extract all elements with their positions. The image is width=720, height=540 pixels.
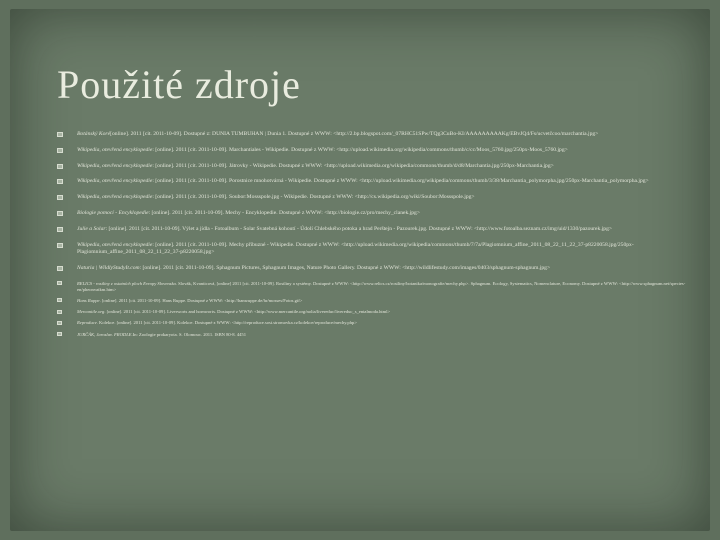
reference-item bbox=[57, 320, 697, 326]
reference-text bbox=[77, 320, 697, 326]
reference-details: : [online]. 2011 [cit. 2011-10-09]. Výlet a jídla - Fotoalbum - Solar Svatebná kohoutí - Údolí Chlebského potoka a hrad Perštejn - Pazourek.jpg. Dostupné z WWW: <http://www.fotoalba.seznam.cz/img/uid/1330/pazourek.jpg> bbox=[105, 225, 613, 232]
bullet-icon bbox=[57, 281, 62, 285]
reference-details: : [online]. 2011 [cit. 2011-10-09]. Soubor:Mossspole.jpg - Wikipedie. Dostupné z WWW: <http://cs.wikipedia.org/wiki/Soubor:Mossspole.jpg> bbox=[152, 194, 475, 201]
reference-source: Reproduce bbox=[77, 320, 97, 326]
reference-text bbox=[77, 298, 697, 304]
reference-text bbox=[77, 163, 697, 170]
reference-item bbox=[57, 332, 697, 338]
reference-source: JURČÁK, Jaroslav. FRODLE. bbox=[77, 331, 133, 337]
reference-details: : [online]. 2011 [cit. 2011-10-09]. Mechy - Encyklopedie. Dostupné z WWW: <http://biologie.cz/pro/mechy_clanek.jpg> bbox=[148, 209, 420, 216]
reference-details: : [online]. 2011 [cit. 2011-10-09]. Játrovky - Wikipedie. Dostupné z WWW: <http://upload.wikimedia.org/wikipedia/commons/thumb/d/d8/Marchantia.jpg/250px-Marchantia.jpg> bbox=[152, 162, 554, 169]
reference-item bbox=[57, 194, 697, 201]
reference-item bbox=[57, 281, 697, 293]
reference-details: : [online]. 2011 [cit. 2011-10-09]. Mechy příbuzné - Wikipedie. Dostupné z WWW: <http://upload.wikimedia.org/wikipedia/commons/thumb/7/7a/Plagiomnium_affine_2011_08_22_11_22_37-p8220058.jpg/250px-Plagiomnium_affine_2011_08_22_11_22_37-p8220058.jpg> bbox=[77, 241, 634, 255]
reference-item bbox=[57, 298, 697, 304]
reference-item bbox=[57, 147, 697, 154]
reference-item bbox=[57, 265, 697, 272]
reference-source: Hans Ruppe bbox=[77, 297, 100, 303]
reference-text bbox=[77, 332, 697, 338]
bullet-icon bbox=[57, 132, 63, 137]
reference-text bbox=[77, 281, 697, 293]
bullet-icon bbox=[57, 211, 63, 216]
reference-item bbox=[57, 178, 697, 185]
reference-details: : [online]. 2011 [cit. 2011-10-09]. Marchantiales - Wikipedie. Dostupné z WWW: <http://upload.wikimedia.org/wikipedia/commons/thumb/c/cc/Moos_5760.jpg/250px-Moos_5760.jpg> bbox=[152, 146, 568, 153]
reference-source: Wikipedia, otevřená encyklopedie bbox=[77, 162, 153, 169]
bullet-icon bbox=[57, 179, 63, 184]
reference-source: Wikipedia, otevřená encyklopedie bbox=[77, 146, 153, 153]
bullet-icon bbox=[57, 164, 63, 169]
reference-details: . Slovák, Kvanticová, [online] 2011 [cit. 2011-10-09]. Rostliny a systémy. Dostupné z WWW: <http://www.relics.cz/rostliny/botanika/monografie/mechy.php>. Sphagnum. Ecology, Systematics, Nomenclature, Economy. Dostupné z WWW: <http://www.sphagnum.net/species-en/pheonvatkm.htm> bbox=[77, 280, 686, 292]
reference-source: RELICS - rostliny z ostatních ploch Evropy Slovenska bbox=[77, 280, 176, 286]
bullet-icon bbox=[57, 310, 62, 314]
reference-text bbox=[77, 194, 697, 201]
reference-source: Julie a Solar bbox=[77, 225, 106, 232]
slide bbox=[10, 9, 710, 531]
reference-details: . [online]. 2011 [cit. 2011-10-09]. Hans Ruppe. Dostupné z WWW: <http://hansruppe.de/hr/mosses/Fotos.gif> bbox=[99, 297, 303, 303]
reference-text bbox=[77, 147, 697, 154]
reference-item bbox=[57, 131, 697, 138]
bullet-icon bbox=[57, 243, 63, 248]
reference-source: Wikipedia, otevřená encyklopedie bbox=[77, 194, 153, 201]
bullet-icon bbox=[57, 298, 62, 302]
reference-source: Biologie pomocí - Encyklopedie bbox=[77, 209, 149, 216]
reference-source: Wikipedia, otevřená encyklopedie bbox=[77, 241, 153, 248]
reference-source: Botánský Koré bbox=[77, 131, 111, 137]
reference-item bbox=[57, 163, 697, 170]
reference-item bbox=[57, 210, 697, 217]
slide-title: Použité zdroje bbox=[57, 62, 301, 107]
reference-source: Wikipedia, otevřená encyklopedie bbox=[77, 178, 153, 185]
reference-details: : [online]. 2011 [cit. 2011-10-09]. Porostnice mnohotvárná - Wikipedie. Dostupné z WWW: <http://upload.wikimedia.org/wikipedia/commons/thumb/3/38/Marchantia_polymorpha.jpg/250px-Marchantia_polymorpha.jpg> bbox=[152, 178, 649, 185]
bullet-icon bbox=[57, 321, 62, 325]
bullet-icon bbox=[57, 195, 63, 200]
bullet-icon bbox=[57, 148, 63, 153]
reference-details: In: Zoologie prokaryota. S. Olomouc. 2011. ISBN 80-8. 4451 bbox=[132, 331, 247, 337]
reference-text bbox=[77, 131, 697, 138]
reference-source: Naturia | WildlyStudyIt.com bbox=[77, 264, 140, 271]
bullet-icon bbox=[57, 266, 63, 271]
reference-item bbox=[57, 226, 697, 233]
reference-list bbox=[57, 131, 697, 343]
reference-details: . [online]. 2011 [cit. 2011-10-09]. Liverworts and hornworts. Dostupné z WWW: <http://www.mercantile.org/nolia/livereduc/livereduc_s_entalmoda.html> bbox=[104, 309, 391, 315]
reference-text bbox=[77, 178, 697, 185]
reference-details: : [online]. 2011 [cit. 2011-10-09]. Sphagnum Pictures, Sphagnum Images, Nature Photo Gallery. Dostupné z WWW: <http://wildlifestudy.com/images/0403/sphagnum-sphagnum.jpg> bbox=[139, 264, 551, 271]
bullet-icon bbox=[57, 332, 62, 336]
reference-details: . Kolekce. [online]. 2011 [cit. 2011-10-09]. Kolekce. Dostupné z WWW: <http://reproduce.sosi.stromovka.cz/kolekce/reproduce/mechy.php> bbox=[96, 320, 357, 326]
reference-item bbox=[57, 242, 697, 257]
reference-text bbox=[77, 210, 697, 217]
reference-text bbox=[77, 265, 697, 272]
reference-source: Mercantile.org bbox=[77, 309, 105, 315]
reference-text bbox=[77, 242, 697, 257]
bullet-icon bbox=[57, 227, 63, 232]
reference-text bbox=[77, 226, 697, 233]
reference-text bbox=[77, 309, 697, 315]
reference-details: [online]. 2011 [cit. 2011-10-09]. Dostupné z: DUNIA TUMBUHAN | Dunia 1. Dostupné z WWW: <http://2.bp.blogspot.com/_07RHC51SPw/TQg3CuBo-KI/AAAAAAAAAKg/EBvJQ4/Fs/ucvetčcoo/marchantia.jpg> bbox=[110, 131, 599, 137]
reference-item bbox=[57, 309, 697, 315]
